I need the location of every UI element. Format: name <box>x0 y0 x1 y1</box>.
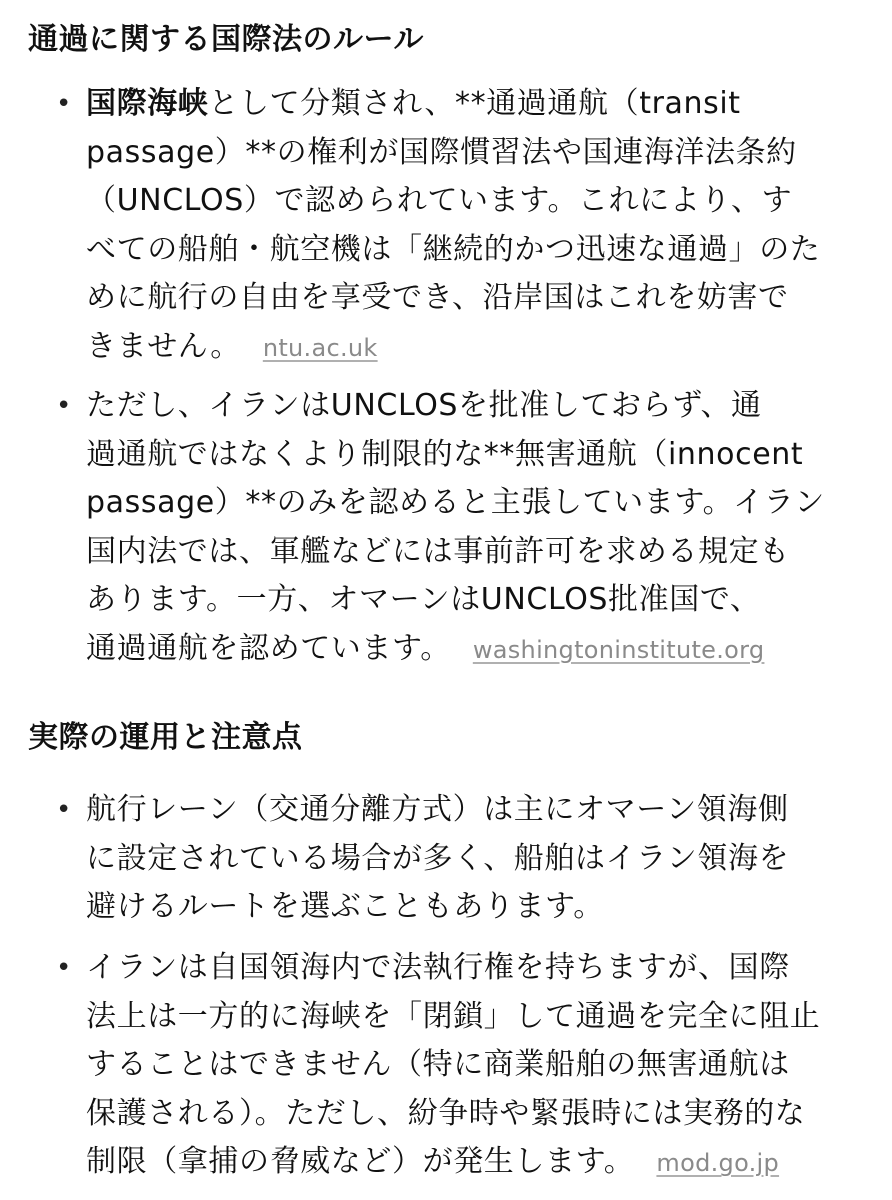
list-item-line: 保護される）。ただし、紛争時や緊張時には実務的な <box>86 1095 806 1131</box>
list-item-line: 国内法では、軍艦などには事前許可を求める規定も <box>86 533 790 569</box>
list-item-iran-enforcement <box>86 944 876 1187</box>
list-item-line: 過通航ではなくより制限的な**無害通航（innocent <box>86 436 804 472</box>
list-item-line: passage）**の権利が国際慣習法や国連海洋法条約 <box>86 134 797 170</box>
list-item-text: きません。 <box>86 328 241 364</box>
source-link-washingtoninstitute[interactable]: washingtoninstitute.org <box>472 635 765 664</box>
list-item-line: passage）**のみを認めると主張しています。イラン <box>86 485 825 521</box>
list-item-line: イランは自国領海内で法執行権を持ちますが、国際 <box>86 950 790 985</box>
bullet-marker: • <box>56 953 72 983</box>
section-heading-transit-rules: 通過に関する国際法のルール <box>28 22 424 57</box>
source-link-ntu[interactable]: ntu.ac.uk <box>262 333 378 362</box>
list-item-navigation-lanes <box>86 786 876 932</box>
bold-term: 国際海峡 <box>86 86 209 121</box>
list-item-iran-position <box>86 382 876 674</box>
list-item-text: として分類され、**通過通航（transit <box>208 86 741 121</box>
list-item-line: めに航行の自由を享受でき、沿岸国はこれを妨害で <box>86 280 789 316</box>
list-item-line: 航行レーン（交通分離方式）は主にオマーン領海側 <box>86 792 789 827</box>
source-link-mod[interactable]: mod.go.jp <box>656 1149 780 1178</box>
list-item-text: 制限（拿捕の脅威など）が発生します。 <box>86 1144 635 1180</box>
list-item-line: することはできません（特に商業船舶の無害通航は <box>86 1047 790 1083</box>
list-item-line <box>86 1138 876 1187</box>
list-item-line <box>86 323 876 372</box>
bullet-marker: • <box>56 89 72 119</box>
list-item-line <box>86 80 876 129</box>
list-item-line: 避けるルートを選ぶこともあります。 <box>86 889 604 925</box>
list-item-line: に設定されている場合が多く、船舶はイラン領海を <box>86 840 790 876</box>
list-item-line: べての船舶・航空機は「継続的かつ迅速な通過」のた <box>86 231 821 267</box>
section-heading-practical-operation: 実際の運用と注意点 <box>28 720 303 755</box>
list-item-line <box>86 625 876 674</box>
list-item-international-strait <box>86 80 876 372</box>
list-item-text: 通過通航を認めています。 <box>86 630 451 666</box>
list-item-line: ただし、イランはUNCLOSを批准しておらず、通 <box>86 388 762 423</box>
list-item-line: 法上は一方的に海峡を「閉鎖」して通過を完全に阻止 <box>86 998 821 1034</box>
bullet-marker: • <box>56 391 72 421</box>
list-item-line: （UNCLOS）で認められています。これにより、す <box>86 183 793 219</box>
list-item-line: あります。一方、オマーンはUNCLOS批准国で、 <box>86 582 761 618</box>
bullet-marker: • <box>56 795 72 825</box>
